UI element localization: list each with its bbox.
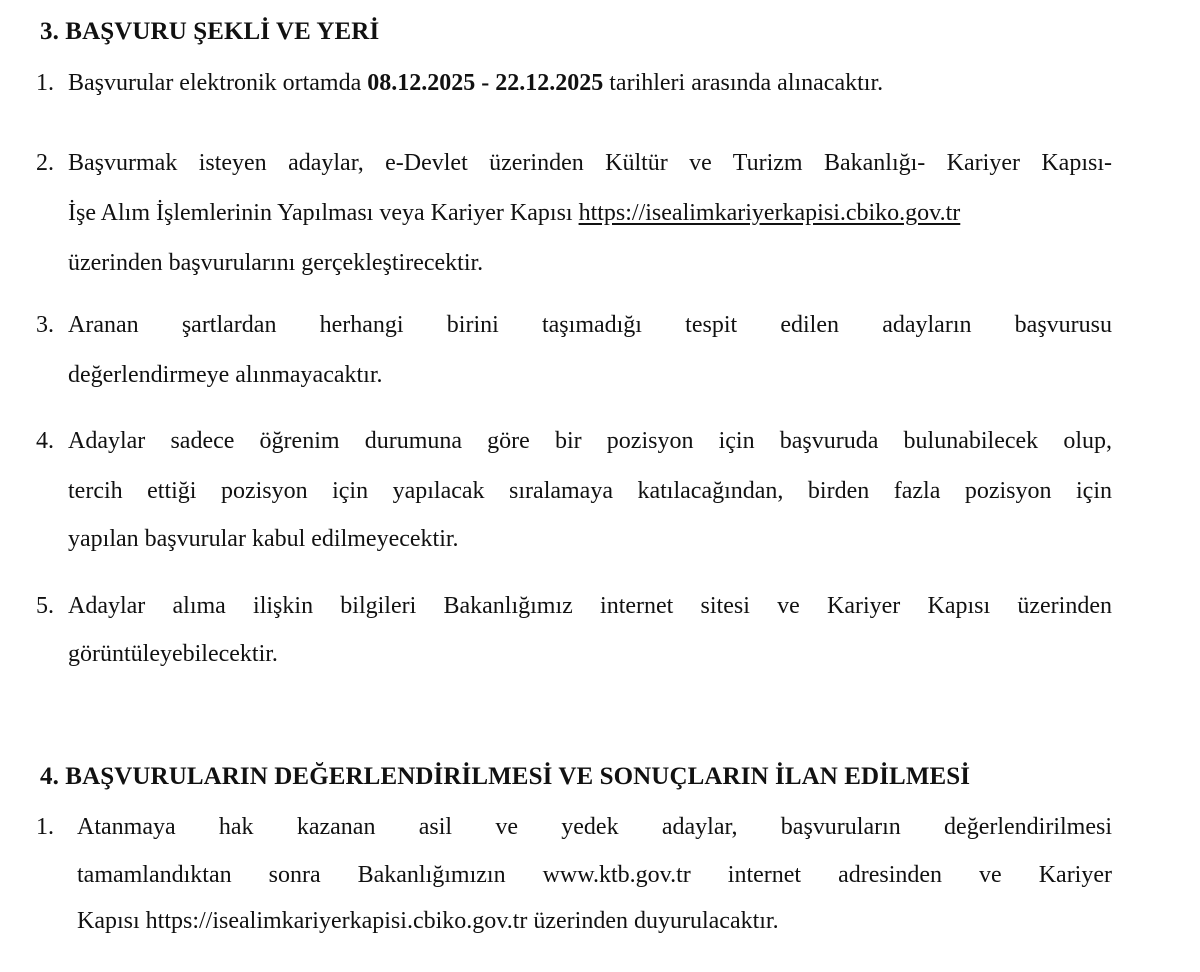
item-line: Başvurmak isteyen adaylar, e-Devlet üzerinden Kültür ve Turizm Bakanlığı- Kariyer Kapısı- [68,150,1112,176]
item-number: 3. [36,312,54,338]
item-line: Kapısı https://isealimkariyerkapisi.cbiko.gov.tr üzerinden duyurulacaktır. [77,908,779,934]
section-4-heading: 4. BAŞVURULARIN DEĞERLENDİRİLMESİ VE SONUÇLARIN İLAN EDİLMESİ [40,763,971,790]
item-line [68,200,960,227]
item-line: Atanmaya hak kazanan asil ve yedek adaylar, başvuruların değerlendirilmesi [77,814,1112,840]
item-number: 5. [36,593,54,619]
ktb-website-text: www.ktb.gov.tr [542,862,691,888]
item-line: değerlendirmeye alınmayacaktır. [68,362,383,388]
item-line: yapılan başvurular kabul edilmeyecektir. [68,526,459,552]
kariyer-kapisi-link[interactable]: https://isealimkariyerkapisi.cbiko.gov.tr [578,200,961,226]
item-number: 2. [36,150,54,176]
item-text: tamamlandıktan sonra Bakanlığımızın [77,862,543,888]
section-3-heading: 3. BAŞVURU ŞEKLİ VE YERİ [40,18,380,45]
item-text: İşe Alım İşlemlerinin Yapılması veya Kariyer Kapısı [68,200,579,226]
item-line [68,70,883,97]
application-date-range: 08.12.2025 - 22.12.2025 [367,70,604,96]
item-line: Aranan şartlardan herhangi birini taşımadığı tespit edilen adayların başvurusu [68,312,1112,338]
item-line: görüntüleyebilecektir. [68,641,278,667]
item-line: tercih ettiği pozisyon için yapılacak sıralamaya katılacağından, birden fazla pozisyon için [68,478,1112,504]
item-number: 4. [36,428,54,454]
item-line: Adaylar sadece öğrenim durumuna göre bir pozisyon için başvuruda bulunabilecek olup, [68,428,1112,454]
item-line: Adaylar alıma ilişkin bilgileri Bakanlığımız internet sitesi ve Kariyer Kapısı üzerinden [68,593,1112,619]
item-text: internet adresinden ve Kariyer [690,862,1112,888]
item-number: 1. [36,70,54,96]
item-text: Başvurular elektronik ortamda [68,70,368,96]
item-number: 1. [36,814,54,840]
item-line [77,862,1112,889]
item-text: tarihleri arasında alınacaktır. [603,70,884,96]
item-line: üzerinden başvurularını gerçekleştirecektir. [68,250,484,276]
